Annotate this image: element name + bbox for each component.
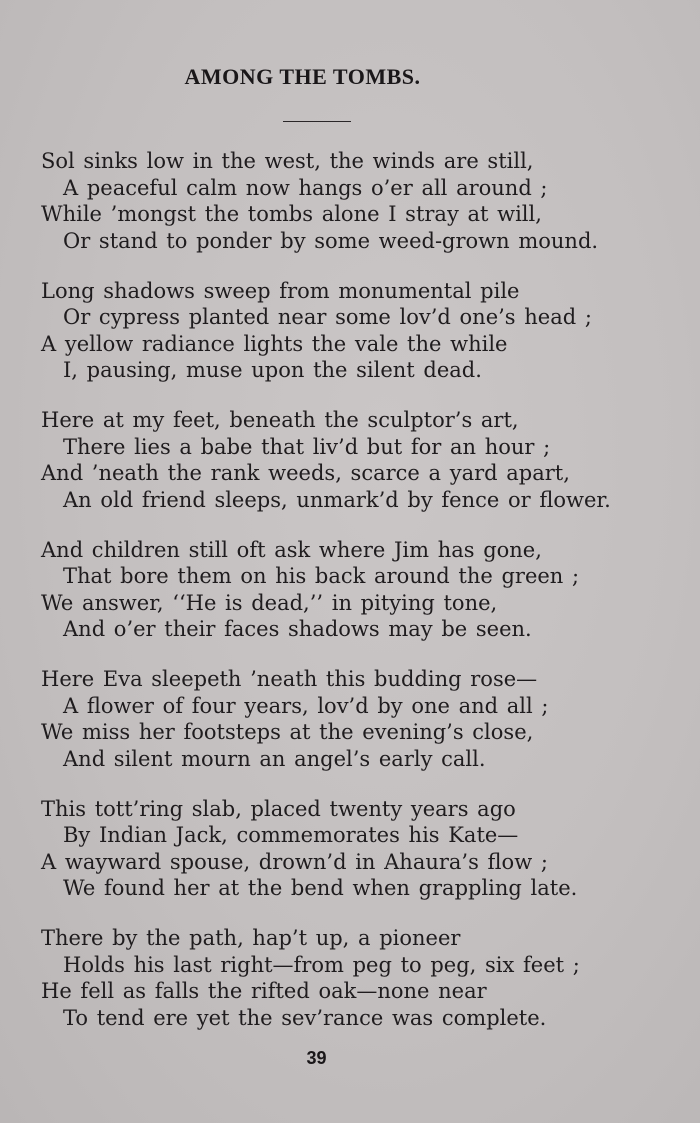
title-divider	[283, 121, 351, 122]
poem-line: And o’er their faces shadows may be seen.	[63, 617, 532, 641]
stanza-3	[41, 407, 681, 513]
poem-line: A peaceful calm now hangs o’er all around ;	[63, 175, 548, 200]
poem-body	[41, 148, 681, 1055]
poem-line: A wayward spouse, drown’d in Ahaura’s flow ;	[41, 849, 548, 874]
poem-line: Here at my feet, beneath the sculptor’s art,	[41, 408, 519, 432]
poem-line: A flower of four years, lov’d by one and all ;	[63, 693, 549, 718]
poem-line: This tott’ring slab, placed twenty years ago	[41, 796, 516, 821]
stanza-5	[41, 666, 681, 772]
stanza-2	[41, 278, 681, 384]
poem-line: We answer, ‘‘He is dead,’’ in pitying tone,	[41, 590, 498, 615]
poem-line: While ’mongst the tombs alone I stray at will,	[41, 202, 542, 226]
poem-line: Or stand to ponder by some weed-grown mound.	[63, 228, 599, 253]
poem-title: AMONG THE TOMBS.	[184, 64, 421, 89]
stanza-1	[41, 148, 681, 254]
poem-line: I, pausing, muse upon the silent dead.	[63, 358, 482, 382]
poem-line: He fell as falls the rifted oak—none near	[41, 979, 487, 1003]
poem-line: There by the path, hap’t up, a pioneer	[41, 926, 461, 950]
page-number: 39	[306, 1048, 327, 1068]
poem-line: Or cypress planted near some lov’d one’s head ;	[63, 305, 592, 329]
poem-line: A yellow radiance lights the vale the while	[41, 331, 508, 356]
poem-line: By Indian Jack, commemorates his Kate—	[63, 823, 519, 847]
poem-line: And silent mourn an angel’s early call.	[63, 746, 486, 771]
poem-line: Long shadows sweep from monumental pile	[41, 278, 520, 303]
stanza-7	[41, 925, 681, 1031]
poem-line: Sol sinks low in the west, the winds are still,	[41, 149, 534, 173]
poem-line: There lies a babe that liv’d but for an hour ;	[63, 434, 551, 459]
poem-line: Here Eva sleepeth ’neath this budding rose—	[41, 667, 538, 691]
stanza-4	[41, 537, 681, 643]
poem-line: That bore them on his back around the green ;	[63, 564, 580, 588]
poem-line: And children still oft ask where Jim has gone,	[41, 537, 542, 562]
stanza-6	[41, 796, 681, 902]
poem-line: And ’neath the rank weeds, scarce a yard apart,	[41, 461, 570, 485]
poem-line: Holds his last right—from peg to peg, six feet ;	[63, 952, 580, 977]
poem-line: An old friend sleeps, unmark’d by fence or flower.	[63, 487, 611, 512]
poem-line: To tend ere yet the sev’rance was complete.	[63, 1005, 547, 1030]
poem-line: We found her at the bend when grappling late.	[63, 876, 578, 900]
poem-line: We miss her footsteps at the evening’s close,	[41, 720, 534, 744]
